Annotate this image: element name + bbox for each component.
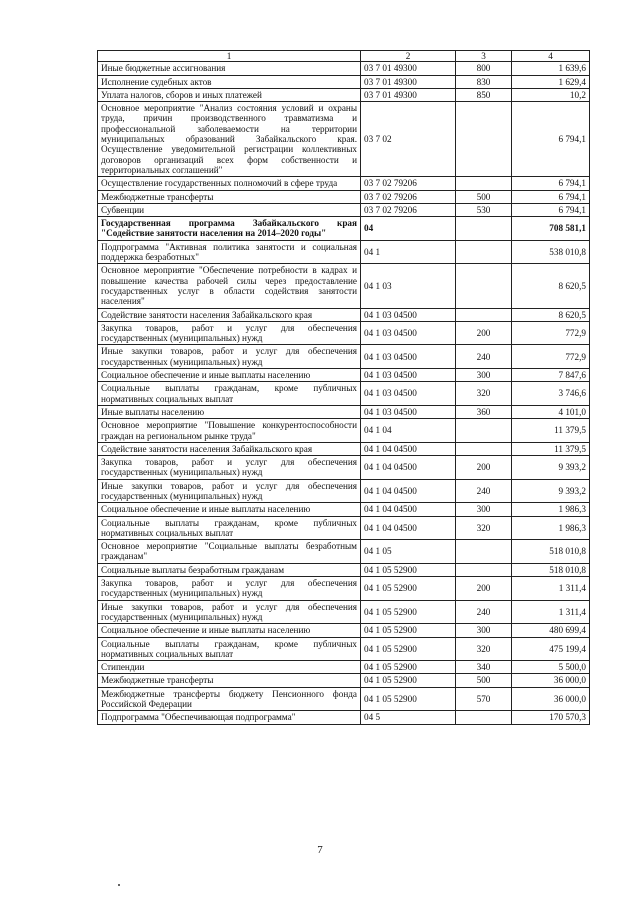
row-sum: 6 794,1 (512, 177, 590, 190)
table-row (98, 369, 590, 382)
row-name: Социальное обеспечение и иные выплаты населению (98, 624, 361, 637)
row-name: Государственная программа Забайкальского края "Содействие занятости населения на 2014–2020 годы" (98, 217, 361, 241)
row-sum: 1 986,3 (512, 503, 590, 516)
row-code: 04 1 04 04500 (361, 456, 456, 480)
table-row (98, 479, 590, 503)
table-row (98, 563, 590, 576)
row-sum: 8 620,5 (512, 264, 590, 308)
row-expense-type: 830 (456, 75, 512, 88)
row-sum: 1 986,3 (512, 516, 590, 540)
row-expense-type: 320 (456, 382, 512, 406)
document-sheet (97, 50, 589, 725)
row-name: Основное мероприятие "Обеспечение потребности в кадрах и повышение качества рабочей силы через предоставление государственных услуг в области содействия занятости населения" (98, 264, 361, 308)
row-code: 04 1 04 04500 (361, 503, 456, 516)
table-row (98, 264, 590, 308)
table-row (98, 577, 590, 601)
row-code: 04 (361, 217, 456, 241)
row-expense-type: 850 (456, 88, 512, 101)
table-row (98, 62, 590, 75)
row-expense-type: 500 (456, 190, 512, 203)
row-expense-type: 570 (456, 687, 512, 711)
table-header-row (98, 51, 590, 62)
row-expense-type: 200 (456, 456, 512, 480)
row-expense-type (456, 563, 512, 576)
row-name: Иные закупки товаров, работ и услуг для обеспечения государственных (муниципальных) нужд (98, 479, 361, 503)
table-row (98, 217, 590, 241)
table-row (98, 503, 590, 516)
row-code: 03 7 02 (361, 102, 456, 177)
row-code: 04 1 (361, 240, 456, 264)
row-name: Социальные выплаты гражданам, кроме публичных нормативных социальных выплат (98, 382, 361, 406)
row-sum: 36 000,0 (512, 687, 590, 711)
row-name: Содействие занятости населения Забайкальского края (98, 308, 361, 321)
row-code: 04 1 03 (361, 264, 456, 308)
row-name: Закупка товаров, работ и услуг для обеспечения государственных (муниципальных) нужд (98, 577, 361, 601)
row-name: Субвенции (98, 203, 361, 216)
row-expense-type: 200 (456, 577, 512, 601)
row-code: 04 1 03 04500 (361, 382, 456, 406)
table-row (98, 75, 590, 88)
row-expense-type: 530 (456, 203, 512, 216)
row-name: Уплата налогов, сборов и иных платежей (98, 88, 361, 101)
row-sum: 1 311,4 (512, 577, 590, 601)
table-body (98, 62, 590, 724)
row-name: Исполнение судебных актов (98, 75, 361, 88)
table-row (98, 88, 590, 101)
column-header-3: 3 (456, 51, 512, 62)
row-expense-type: 240 (456, 345, 512, 369)
table-row (98, 624, 590, 637)
row-name: Социальные выплаты гражданам, кроме публичных нормативных социальных выплат (98, 637, 361, 661)
row-name: Основное мероприятие "Анализ состояния условий и охраны труда, причин производственного травматизма и профессиональной заболеваемости на территории муниципальных образований Забайкальского края. Осуществление уведомительной регистрации коллективных договоров организаций всех форм собственности и территориальных соглашений" (98, 102, 361, 177)
row-sum: 518 010,8 (512, 540, 590, 564)
row-name: Иные закупки товаров, работ и услуг для обеспечения государственных (муниципальных) нужд (98, 600, 361, 624)
row-expense-type (456, 419, 512, 443)
row-name: Закупка товаров, работ и услуг для обеспечения государственных (муниципальных) нужд (98, 321, 361, 345)
row-sum: 6 794,1 (512, 102, 590, 177)
row-sum: 1 639,6 (512, 62, 590, 75)
table-row (98, 203, 590, 216)
table-row (98, 405, 590, 418)
row-code: 04 1 05 52900 (361, 577, 456, 601)
row-code: 04 5 (361, 711, 456, 724)
row-sum: 3 746,6 (512, 382, 590, 406)
row-sum: 5 500,0 (512, 661, 590, 674)
row-code: 04 1 03 04500 (361, 321, 456, 345)
row-sum: 772,9 (512, 321, 590, 345)
table-row (98, 711, 590, 724)
row-expense-type: 200 (456, 321, 512, 345)
row-expense-type: 360 (456, 405, 512, 418)
row-code: 03 7 01 49300 (361, 75, 456, 88)
row-code: 04 1 04 04500 (361, 479, 456, 503)
row-code: 04 1 05 52900 (361, 624, 456, 637)
row-code: 03 7 01 49300 (361, 88, 456, 101)
page-number: 7 (317, 844, 323, 856)
row-code: 04 1 03 04500 (361, 308, 456, 321)
row-code: 03 7 01 49300 (361, 62, 456, 75)
column-header-1: 1 (98, 51, 361, 62)
row-expense-type (456, 102, 512, 177)
row-name: Межбюджетные трансферты бюджету Пенсионного фонда Российской Федерации (98, 687, 361, 711)
row-name: Иные бюджетные ассигнования (98, 62, 361, 75)
row-sum: 772,9 (512, 345, 590, 369)
row-sum: 480 699,4 (512, 624, 590, 637)
row-expense-type (456, 540, 512, 564)
column-header-4: 4 (512, 51, 590, 62)
row-name: Осуществление государственных полномочий в сфере труда (98, 177, 361, 190)
row-name: Социальные выплаты безработным гражданам (98, 563, 361, 576)
table-row (98, 516, 590, 540)
row-name: Основное мероприятие "Повышение конкурентоспособности граждан на региональном рынке труда" (98, 419, 361, 443)
row-expense-type (456, 442, 512, 455)
row-expense-type (456, 711, 512, 724)
row-code: 03 7 02 79206 (361, 190, 456, 203)
table-row (98, 345, 590, 369)
row-name: Социальное обеспечение и иные выплаты населению (98, 503, 361, 516)
row-expense-type (456, 308, 512, 321)
table-row (98, 102, 590, 177)
table-row (98, 540, 590, 564)
row-sum: 8 620,5 (512, 308, 590, 321)
row-sum: 11 379,5 (512, 419, 590, 443)
row-name: Основное мероприятие "Социальные выплаты безработным гражданам" (98, 540, 361, 564)
row-code: 04 1 03 04500 (361, 345, 456, 369)
row-code: 04 1 03 04500 (361, 369, 456, 382)
row-code: 03 7 02 79206 (361, 203, 456, 216)
table-row (98, 687, 590, 711)
row-sum: 1 311,4 (512, 600, 590, 624)
table-row (98, 321, 590, 345)
row-expense-type (456, 217, 512, 241)
table-row (98, 177, 590, 190)
table-row (98, 456, 590, 480)
row-expense-type: 300 (456, 624, 512, 637)
row-name: Закупка товаров, работ и услуг для обеспечения государственных (муниципальных) нужд (98, 456, 361, 480)
table-row (98, 240, 590, 264)
table-row (98, 674, 590, 687)
row-expense-type: 340 (456, 661, 512, 674)
row-code: 04 1 04 (361, 419, 456, 443)
row-sum: 708 581,1 (512, 217, 590, 241)
row-sum: 36 000,0 (512, 674, 590, 687)
table-row (98, 661, 590, 674)
row-code: 04 1 05 52900 (361, 674, 456, 687)
row-expense-type: 320 (456, 637, 512, 661)
row-expense-type: 300 (456, 503, 512, 516)
column-header-2: 2 (361, 51, 456, 62)
row-sum: 4 101,0 (512, 405, 590, 418)
row-expense-type (456, 177, 512, 190)
row-sum: 170 570,3 (512, 711, 590, 724)
row-expense-type: 240 (456, 600, 512, 624)
row-sum: 6 794,1 (512, 190, 590, 203)
row-name: Социальные выплаты гражданам, кроме публичных нормативных социальных выплат (98, 516, 361, 540)
row-sum: 6 794,1 (512, 203, 590, 216)
row-code: 03 7 02 79206 (361, 177, 456, 190)
row-name: Иные закупки товаров, работ и услуг для обеспечения государственных (муниципальных) нужд (98, 345, 361, 369)
row-code: 04 1 04 04500 (361, 442, 456, 455)
row-expense-type: 800 (456, 62, 512, 75)
row-expense-type: 320 (456, 516, 512, 540)
row-expense-type: 500 (456, 674, 512, 687)
budget-table (97, 50, 590, 725)
table-row (98, 442, 590, 455)
table-row (98, 600, 590, 624)
scan-speck (118, 884, 120, 886)
table-row (98, 308, 590, 321)
table-row (98, 419, 590, 443)
row-code: 04 1 05 (361, 540, 456, 564)
row-sum: 518 010,8 (512, 563, 590, 576)
row-code: 04 1 03 04500 (361, 405, 456, 418)
row-expense-type: 240 (456, 479, 512, 503)
row-code: 04 1 05 52900 (361, 687, 456, 711)
row-sum: 1 629,4 (512, 75, 590, 88)
row-name: Подпрограмма "Обеспечивающая подпрограмма" (98, 711, 361, 724)
row-sum: 7 847,6 (512, 369, 590, 382)
row-name: Межбюджетные трансферты (98, 674, 361, 687)
row-expense-type (456, 240, 512, 264)
row-name: Стипендии (98, 661, 361, 674)
row-sum: 475 199,4 (512, 637, 590, 661)
row-code: 04 1 05 52900 (361, 563, 456, 576)
row-sum: 9 393,2 (512, 479, 590, 503)
row-sum: 9 393,2 (512, 456, 590, 480)
row-name: Иные выплаты населению (98, 405, 361, 418)
table-row (98, 382, 590, 406)
row-sum: 538 010,8 (512, 240, 590, 264)
row-code: 04 1 05 52900 (361, 637, 456, 661)
row-sum: 10,2 (512, 88, 590, 101)
row-name: Социальное обеспечение и иные выплаты населению (98, 369, 361, 382)
row-name: Содействие занятости населения Забайкальского края (98, 442, 361, 455)
row-code: 04 1 05 52900 (361, 600, 456, 624)
table-row (98, 190, 590, 203)
table-row (98, 637, 590, 661)
row-name: Межбюджетные трансферты (98, 190, 361, 203)
row-code: 04 1 05 52900 (361, 661, 456, 674)
row-expense-type: 300 (456, 369, 512, 382)
row-code: 04 1 04 04500 (361, 516, 456, 540)
row-name: Подпрограмма "Активная политика занятости и социальная поддержка безработных" (98, 240, 361, 264)
row-sum: 11 379,5 (512, 442, 590, 455)
row-expense-type (456, 264, 512, 308)
